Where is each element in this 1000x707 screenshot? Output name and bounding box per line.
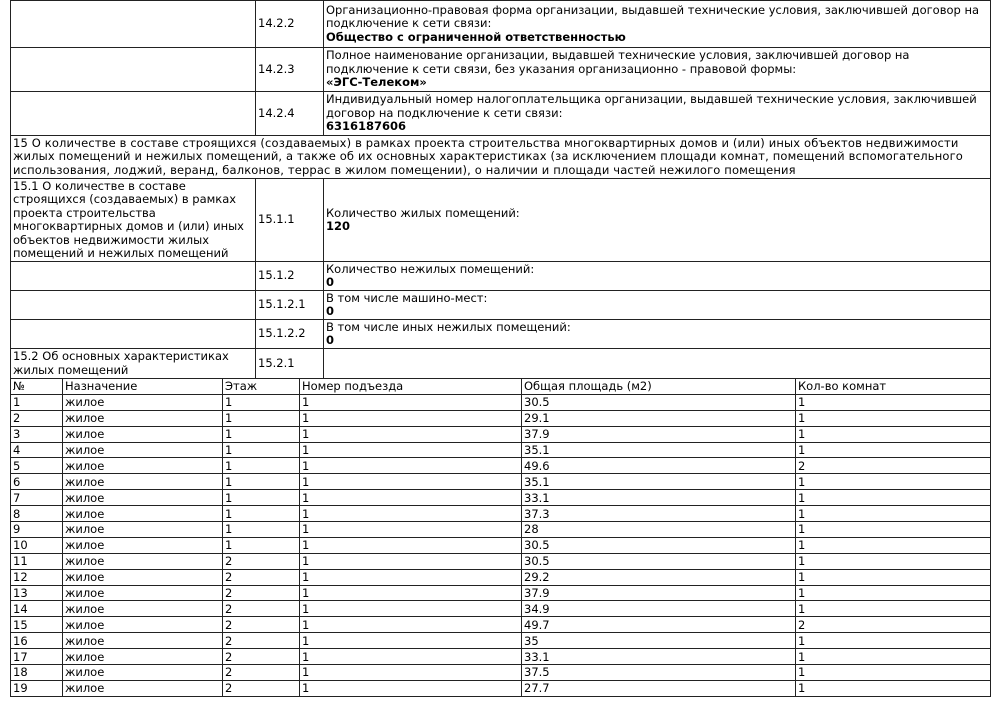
- cell-floor: 2: [223, 649, 300, 665]
- item-content: [324, 179, 991, 262]
- table-row: [11, 410, 991, 426]
- row-15-1-2-2: [11, 320, 991, 349]
- table-row: [11, 394, 991, 410]
- table-row: [11, 490, 991, 506]
- cell-rooms: 1: [796, 601, 991, 617]
- cell-floor: 2: [223, 585, 300, 601]
- cell-purpose: жилое: [63, 585, 223, 601]
- table-row: [11, 680, 991, 696]
- cell-floor: 2: [223, 553, 300, 569]
- item-content: [324, 92, 991, 136]
- table-row: [11, 458, 991, 474]
- item-code: 15.1.2.1: [256, 291, 324, 320]
- table-row: [11, 665, 991, 681]
- cell-rooms: 1: [796, 553, 991, 569]
- cell-area: 35.1: [522, 442, 796, 458]
- cell-entrance: 1: [300, 506, 522, 522]
- cell-rooms: 1: [796, 474, 991, 490]
- table-row: [11, 442, 991, 458]
- item-content: [324, 320, 991, 349]
- cell-purpose: жилое: [63, 506, 223, 522]
- cell-area: 27.7: [522, 680, 796, 696]
- cell-purpose: жилое: [63, 569, 223, 585]
- cell-area: 49.6: [522, 458, 796, 474]
- table-row: [11, 601, 991, 617]
- cell-rooms: 1: [796, 665, 991, 681]
- cell-rooms: 1: [796, 585, 991, 601]
- cell-entrance: 1: [300, 410, 522, 426]
- cell-rooms: 1: [796, 426, 991, 442]
- cell-purpose: жилое: [63, 665, 223, 681]
- cell-number: 5: [11, 458, 63, 474]
- cell-entrance: 1: [300, 474, 522, 490]
- table-row: [11, 553, 991, 569]
- cell-entrance: 1: [300, 490, 522, 506]
- cell-area: 37.9: [522, 426, 796, 442]
- cell-purpose: жилое: [63, 522, 223, 538]
- header-floor: Этаж: [223, 379, 300, 395]
- cell-number: 16: [11, 633, 63, 649]
- cell-purpose: жилое: [63, 442, 223, 458]
- cell-rooms: 1: [796, 569, 991, 585]
- cell-entrance: 1: [300, 617, 522, 633]
- cell-rooms: 1: [796, 490, 991, 506]
- item-code: 15.1.1: [256, 179, 324, 262]
- item-label: Количество нежилых помещений:: [326, 261, 535, 276]
- item-value: 0: [326, 304, 335, 318]
- cell-purpose: жилое: [63, 426, 223, 442]
- header-purpose: Назначение: [63, 379, 223, 395]
- cell-purpose: жилое: [63, 458, 223, 474]
- item-value: 0: [326, 333, 335, 347]
- cell-floor: 1: [223, 474, 300, 490]
- cell-purpose: жилое: [63, 474, 223, 490]
- header-entrance: Номер подъезда: [300, 379, 522, 395]
- cell-rooms: 1: [796, 394, 991, 410]
- cell-entrance: 1: [300, 537, 522, 553]
- apartments-table: [10, 378, 991, 697]
- cell-purpose: жилое: [63, 553, 223, 569]
- item-code: 14.2.3: [256, 48, 324, 92]
- cell-purpose: жилое: [63, 394, 223, 410]
- empty-cell: [11, 320, 256, 349]
- cell-purpose: жилое: [63, 680, 223, 696]
- cell-area: 37.9: [522, 585, 796, 601]
- section-15-title: 15 О количестве в составе строящихся (создаваемых) в рамках проекта строительства многоквартирных домов и (или) иных объектов недвижимости жилых помещений и нежилых помещений, а также об их основных характеристиках (за исключением площади комнат, помещений вспомогательного использования, лоджий, веранд, балконов, террас в жилом помещении), о наличии и площади частей нежилого помещения: [11, 136, 991, 179]
- item-content: [324, 291, 991, 320]
- cell-entrance: 1: [300, 553, 522, 569]
- empty-cell: [11, 92, 256, 136]
- cell-entrance: 1: [300, 633, 522, 649]
- cell-number: 6: [11, 474, 63, 490]
- cell-floor: 1: [223, 394, 300, 410]
- item-label: Количество жилых помещений:: [326, 205, 520, 220]
- item-value: 0: [326, 275, 335, 289]
- cell-entrance: 1: [300, 585, 522, 601]
- cell-entrance: 1: [300, 649, 522, 665]
- item-label: Организационно-правовая форма организации, выдавшей технические условия, заключившей договор на подключение к сети связи:: [326, 2, 980, 31]
- cell-rooms: 1: [796, 537, 991, 553]
- table-row: [11, 617, 991, 633]
- cell-purpose: жилое: [63, 537, 223, 553]
- cell-area: 37.3: [522, 506, 796, 522]
- row-14-2-3: [11, 48, 991, 92]
- cell-floor: 1: [223, 458, 300, 474]
- item-code: 14.2.2: [256, 1, 324, 48]
- item-value: 6316187606: [326, 119, 407, 134]
- apartments-body: [11, 394, 991, 696]
- table-row: [11, 537, 991, 553]
- cell-area: 34.9: [522, 601, 796, 617]
- cell-entrance: 1: [300, 394, 522, 410]
- cell-number: 18: [11, 665, 63, 681]
- table-row: [11, 506, 991, 522]
- cell-rooms: 1: [796, 633, 991, 649]
- cell-area: 30.5: [522, 553, 796, 569]
- cell-entrance: 1: [300, 569, 522, 585]
- table-row: [11, 426, 991, 442]
- cell-entrance: 1: [300, 522, 522, 538]
- cell-area: 30.5: [522, 537, 796, 553]
- cell-purpose: жилое: [63, 617, 223, 633]
- cell-number: 14: [11, 601, 63, 617]
- row-14-2-2: [11, 1, 991, 48]
- cell-entrance: 1: [300, 680, 522, 696]
- cell-purpose: жилое: [63, 601, 223, 617]
- cell-rooms: 1: [796, 506, 991, 522]
- cell-number: 11: [11, 553, 63, 569]
- item-label: Полное наименование организации, выдавшей технические условия, заключившей договор на подключение к сети связи, без указания организационно - правовой формы:: [326, 48, 910, 76]
- cell-rooms: 1: [796, 649, 991, 665]
- cell-number: 4: [11, 442, 63, 458]
- cell-floor: 2: [223, 617, 300, 633]
- header-rooms: Кол-во комнат: [796, 379, 991, 395]
- cell-floor: 1: [223, 506, 300, 522]
- declaration-table: [10, 0, 991, 379]
- item-value: [324, 349, 991, 379]
- item-content: [324, 48, 991, 92]
- cell-number: 17: [11, 649, 63, 665]
- cell-number: 10: [11, 537, 63, 553]
- cell-rooms: 1: [796, 410, 991, 426]
- item-value: «ЭГС-Телеком»: [326, 75, 427, 90]
- cell-floor: 2: [223, 665, 300, 681]
- empty-cell: [11, 48, 256, 92]
- cell-floor: 2: [223, 680, 300, 696]
- item-code: 15.1.2.2: [256, 320, 324, 349]
- cell-floor: 1: [223, 410, 300, 426]
- cell-area: 35.1: [522, 474, 796, 490]
- cell-number: 8: [11, 506, 63, 522]
- cell-entrance: 1: [300, 458, 522, 474]
- declaration-document: [10, 0, 991, 697]
- item-value: Общество с ограниченной ответственностью: [326, 29, 626, 44]
- item-code: 15.2.1: [256, 349, 324, 379]
- cell-area: 35: [522, 633, 796, 649]
- cell-area: 29.2: [522, 569, 796, 585]
- cell-number: 19: [11, 680, 63, 696]
- item-label: В том числе машино-мест:: [326, 290, 488, 305]
- cell-purpose: жилое: [63, 410, 223, 426]
- table-row: [11, 649, 991, 665]
- row-15-1-2-1: [11, 291, 991, 320]
- row-section-15: [11, 136, 991, 179]
- cell-area: 33.1: [522, 490, 796, 506]
- cell-floor: 2: [223, 633, 300, 649]
- cell-purpose: жилое: [63, 490, 223, 506]
- cell-area: 37.5: [522, 665, 796, 681]
- cell-area: 28: [522, 522, 796, 538]
- cell-entrance: 1: [300, 442, 522, 458]
- table-row: [11, 585, 991, 601]
- item-content: [324, 1, 991, 48]
- empty-cell: [11, 291, 256, 320]
- cell-area: 29.1: [522, 410, 796, 426]
- cell-number: 7: [11, 490, 63, 506]
- cell-area: 30.5: [522, 394, 796, 410]
- item-code: 14.2.4: [256, 92, 324, 136]
- cell-rooms: 1: [796, 680, 991, 696]
- cell-entrance: 1: [300, 426, 522, 442]
- cell-floor: 1: [223, 490, 300, 506]
- table-row: [11, 633, 991, 649]
- item-label: Индивидуальный номер налогоплательщика организации, выдавшей технические условия, заключившей договор на подключение к сети связи:: [326, 92, 977, 120]
- row-15-2-1: [11, 349, 991, 379]
- empty-cell: [11, 1, 256, 48]
- cell-area: 33.1: [522, 649, 796, 665]
- item-content: [324, 262, 991, 291]
- cell-rooms: 1: [796, 522, 991, 538]
- cell-purpose: жилое: [63, 649, 223, 665]
- cell-number: 12: [11, 569, 63, 585]
- cell-purpose: жилое: [63, 633, 223, 649]
- cell-number: 3: [11, 426, 63, 442]
- cell-area: 49.7: [522, 617, 796, 633]
- row-15-1-2: [11, 262, 991, 291]
- table-row: [11, 474, 991, 490]
- cell-rooms: 1: [796, 442, 991, 458]
- cell-floor: 2: [223, 601, 300, 617]
- cell-number: 15: [11, 617, 63, 633]
- apartments-header-row: [11, 379, 991, 395]
- cell-number: 1: [11, 394, 63, 410]
- cell-number: 13: [11, 585, 63, 601]
- header-area: Общая площадь (м2): [522, 379, 796, 395]
- cell-floor: 1: [223, 537, 300, 553]
- row-14-2-4: [11, 92, 991, 136]
- table-row: [11, 569, 991, 585]
- cell-number: 2: [11, 410, 63, 426]
- table-row: [11, 522, 991, 538]
- header-number: №: [11, 379, 63, 395]
- subsection-15-1-title: 15.1 О количестве в составе строящихся (создаваемых) в рамках проекта строительства многоквартирных домов и (или) иных объектов недвижимости жилых помещений и нежилых помещений: [11, 179, 256, 262]
- cell-entrance: 1: [300, 665, 522, 681]
- cell-floor: 1: [223, 426, 300, 442]
- cell-entrance: 1: [300, 601, 522, 617]
- cell-floor: 1: [223, 522, 300, 538]
- subsection-15-2-title: 15.2 Об основных характеристиках жилых помещений: [11, 349, 256, 379]
- cell-number: 9: [11, 522, 63, 538]
- item-label: В том числе иных нежилых помещений:: [326, 319, 571, 334]
- cell-floor: 2: [223, 569, 300, 585]
- row-15-1-1: [11, 179, 991, 262]
- cell-rooms: 2: [796, 617, 991, 633]
- cell-rooms: 2: [796, 458, 991, 474]
- item-code: 15.1.2: [256, 262, 324, 291]
- item-value: 120: [326, 219, 351, 233]
- cell-floor: 1: [223, 442, 300, 458]
- empty-cell: [11, 262, 256, 291]
